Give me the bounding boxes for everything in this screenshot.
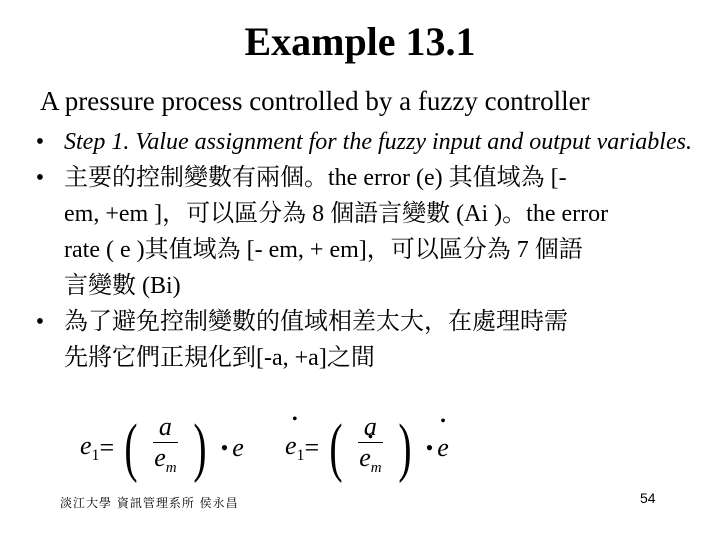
formula-lhs: $e_1$ [80, 430, 100, 464]
left-paren-icon: ( [329, 410, 343, 484]
multiply-dot-icon: • [425, 434, 434, 460]
formula-error-normalization [80, 412, 244, 483]
bullet-dot-icon: • [35, 129, 45, 155]
bullet-text-line: 先將它們正規化到[-a, +a]之間 [64, 345, 375, 371]
formula-fraction: $\frac{a}{e_m}$ [154, 412, 177, 477]
bullet-text-line: rate ( e )其值域為 [- em, + em]，可以區分為 7 個語 [64, 237, 583, 263]
page-number: 54 [640, 490, 656, 506]
slide-title: Example 13.1 [244, 19, 476, 64]
bullet-text-line: 為了避免控制變數的值域相差太大，在處理時需 [64, 309, 568, 335]
bullet-dot-icon: • [35, 165, 45, 191]
formula-area [80, 412, 640, 492]
bullet-list [28, 124, 708, 376]
formula-fraction: a • $e_m$ [353, 412, 387, 483]
bullet-text-line: 言變數 (Bi) [64, 273, 181, 299]
slide-subtitle: A pressure process controlled by a fuzzy controller [40, 86, 590, 116]
bullet-text-line: 主要的控制變數有兩個。the error (e) 其值域為 [- [64, 165, 567, 191]
right-paren-icon: ) [192, 410, 207, 484]
formula-error-rate-normalization [285, 412, 449, 483]
formula-lhs: • $e_1$ [285, 431, 305, 465]
formula-rhs: e [232, 432, 244, 462]
bullet-dot-icon: • [35, 309, 45, 335]
formula-equals: = [99, 432, 115, 462]
left-paren-icon: ( [124, 410, 138, 484]
multiply-dot-icon: • [220, 434, 229, 460]
bullet-text-line: em, +em ]，可以區分為 8 個語言變數 (Ai )。the error [64, 201, 609, 227]
bullet-item [28, 124, 708, 160]
formula-rhs: • e [437, 433, 449, 463]
right-paren-icon: ) [397, 410, 412, 484]
bullet-text-step1: Step 1. Value assignment for the fuzzy input and output variables. [64, 129, 692, 155]
bullet-item [28, 160, 708, 304]
formula-equals: = [304, 432, 320, 462]
slide-footer: 淡江大學 資訊管理系所 侯永昌 [60, 496, 239, 510]
bullet-item [28, 304, 708, 376]
